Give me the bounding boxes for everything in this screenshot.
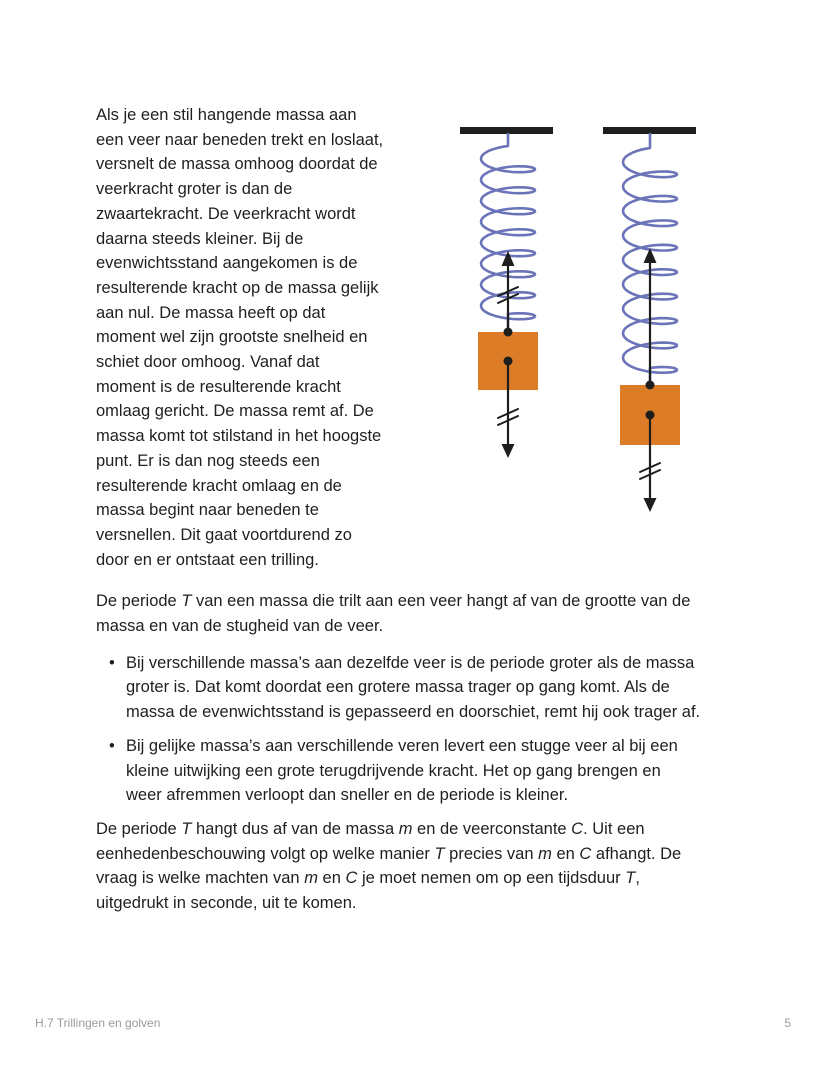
gravity-arrowhead-left [502, 444, 515, 458]
intro-paragraph: Als je een stil hangende massa aan een veer naar beneden trekt en loslaat, versnelt de massa omhoog doordat de veerkracht groter is dan de zwaartekracht. De veerkracht wordt daarna steeds kleiner. Bij de evenwichtsstand aangekomen is de resulterende kracht op de massa gelijk aan nul. De massa heeft op dat moment wel zijn grootste snelheid en schiet door omhoog. Vanaf dat moment is de resulterende kracht omlaag gericht. De massa remt af. De massa komt tot stilstand in het hoogste punt. Er is dan nog steeds een resulterende kracht omlaag en de massa begint naar beneden te versnellen. Dit gaat voortdurend zo door en er ontstaat een trilling. [96, 106, 384, 569]
spring-mass-figure [440, 110, 740, 530]
diagram-right [603, 127, 696, 512]
list-item [96, 651, 828, 725]
bullet-text-different-masses: Bij verschillende massa’s aan dezelfde veer is de periode groter als de massa groter is. Dat komt doordat een grotere massa trager op gang komt. Als de massa de evenwichtsstand is gepasseerd en doorschiet, remt hij ook trager af. [126, 653, 701, 722]
gravity-arrowhead-right [644, 498, 657, 512]
attachment-dot-left [504, 328, 513, 337]
bullet-icon: • [109, 736, 115, 755]
bullet-text-different-springs: Bij gelijke massa’s aan verschillende veren levert een stugge veer al bij een kleine uitwijking een grote terugdrijvende kracht. Het op gang brengen en weer afremmen verloopt dan sneller en de periode is kleiner. [126, 736, 678, 805]
footer-page-number: 5 [784, 1016, 791, 1030]
spring-force-arrowhead-left [502, 251, 515, 266]
period-paragraph: De periode T van een massa die trilt aan een veer hangt af van de grootte van de massa en van de stugheid van de veer. [96, 592, 691, 636]
bullet-icon: • [109, 653, 115, 672]
diagram-left [460, 127, 553, 458]
ceiling-bar-left [460, 127, 553, 134]
attachment-dot-right [646, 381, 655, 390]
bullet-list [96, 651, 828, 808]
list-item [96, 734, 828, 808]
spring-mass-diagram [440, 110, 740, 530]
footer-chapter-label: H.7 Trillingen en golven [35, 1016, 161, 1030]
conclusion-paragraph: De periode T hangt dus af van de massa m en de veerconstante C. Uit een eenhedenbeschouwing volgt op welke manier T precies van m en C afhangt. De vraag is welke machten van m en C je moet nemen om op een tijdsduur T, uitgedrukt in seconde, uit te komen. [96, 819, 682, 913]
